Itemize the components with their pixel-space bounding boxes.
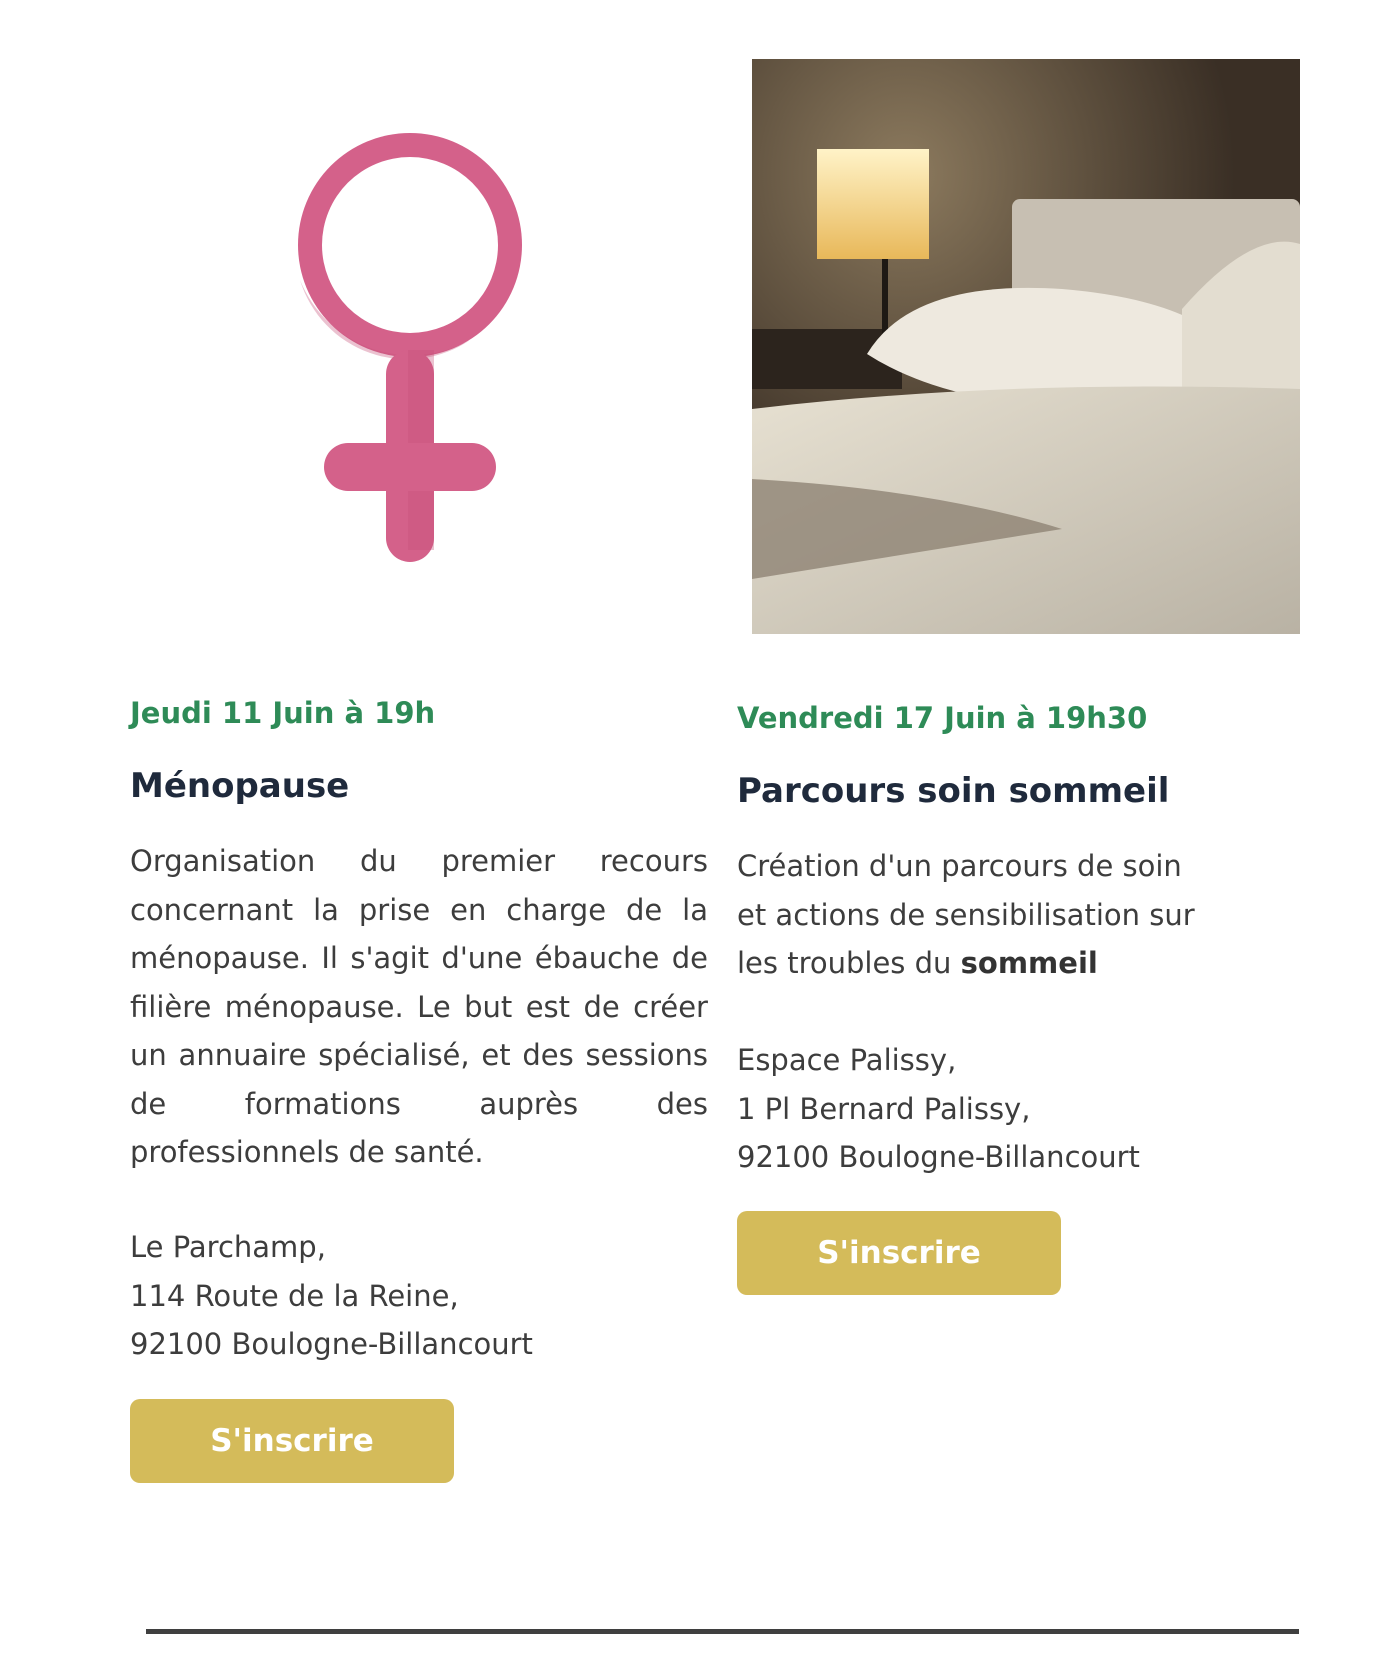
description-bold: sommeil xyxy=(960,946,1098,980)
event-address xyxy=(737,1036,1140,1182)
event-description: Organisation du premier recours concernant la prise en charge de la ménopause. Il s'agit d'une ébauche de filière ménopause. Le but est de créer un annuaire spécialisé, et des sessions de formations auprès des professionnels de santé. xyxy=(130,844,708,1169)
register-button[interactable]: S'inscrire xyxy=(130,1399,454,1483)
address-line: Espace Palissy, xyxy=(737,1043,957,1077)
divider xyxy=(146,1629,1299,1634)
venus-symbol-icon xyxy=(270,130,550,570)
event-date: Jeudi 11 Juin à 19h xyxy=(130,696,436,730)
address-line: 92100 Boulogne-Billancourt xyxy=(737,1140,1140,1174)
description-text: Création d'un parcours de soin et actions de sensibilisation sur les troubles du xyxy=(737,849,1195,980)
register-button[interactable]: S'inscrire xyxy=(737,1211,1061,1295)
event-date: Vendredi 17 Juin à 19h30 xyxy=(737,701,1148,735)
event-description xyxy=(737,842,1217,988)
event-title: Parcours soin sommeil xyxy=(737,771,1170,811)
event-title: Ménopause xyxy=(130,766,350,806)
event-address xyxy=(130,1223,533,1369)
address-line: Le Parchamp, xyxy=(130,1230,326,1264)
address-line: 1 Pl Bernard Palissy, xyxy=(737,1091,1031,1126)
bedroom-photo xyxy=(752,59,1300,634)
address-line: 92100 Boulogne-Billancourt xyxy=(130,1327,533,1361)
address-line: 114 Route de la Reine, xyxy=(130,1278,459,1313)
